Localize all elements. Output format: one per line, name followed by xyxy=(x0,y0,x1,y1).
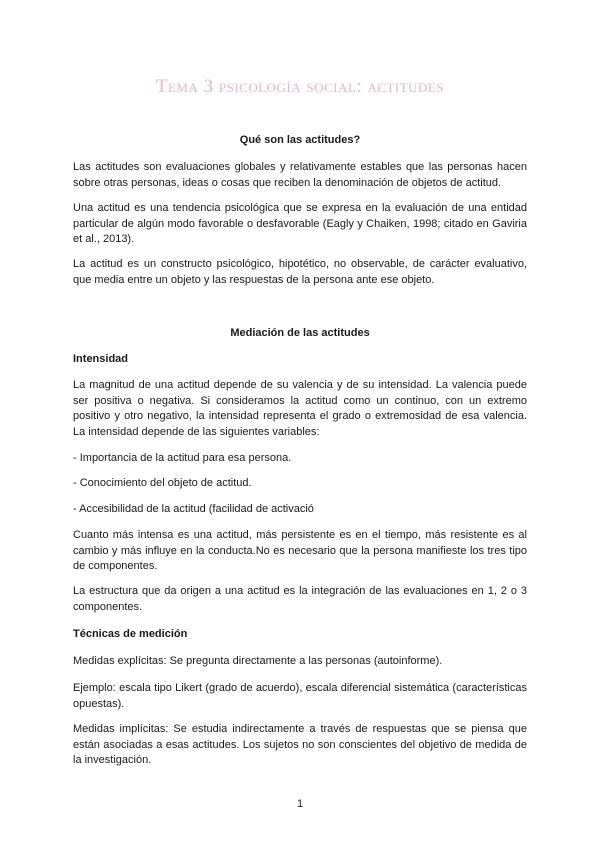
paragraph: Medidas explícitas: Se pregunta directamente a las personas (autoinforme). xyxy=(73,655,443,667)
paragraph: Las actitudes son evaluaciones globales y relativamente estables que las personas hacen sobre otras personas, ideas o cosas que reciben la denominación de objetos de actitud. xyxy=(73,161,527,189)
list-item: - Conocimiento del objeto de actitud. xyxy=(73,477,252,489)
section-heading-que-son: Qué son las actitudes? xyxy=(239,134,361,146)
subheading-tecnicas: Técnicas de medición xyxy=(73,628,188,640)
list-item: - Accesibilidad de la actitud (facilidad de activació xyxy=(73,503,314,515)
paragraph: Medidas implícitas: Se estudia indirectamente a través de respuestas que se piensa que están asociadas a esas actitudes. Los sujetos no son conscientes del objetivo de medida de la investigación. xyxy=(73,723,527,766)
section-heading-mediacion: Mediación de las actitudes xyxy=(230,327,370,339)
page-number: 1 xyxy=(296,798,304,810)
paragraph: La estructura que da origen a una actitud es la integración de las evaluaciones en 1, 2 o 3 componentes. xyxy=(73,585,527,613)
paragraph: Una actitud es una tendencia psicológica que se expresa en la evaluación de una entidad particular de algún modo favorable o desfavorable (Eagly y Chaiken, 1998; citado en Gaviria et al., 2013). xyxy=(73,202,527,245)
subheading-intensidad: Intensidad xyxy=(73,353,129,365)
paragraph: Ejemplo: escala tipo Likert (grado de acuerdo), escala diferencial sistemática (características opuestas). xyxy=(73,682,527,710)
paragraph: La actitud es un constructo psicológico, hipotético, no observable, de carácter evaluativo, que media entre un objeto y las respuestas de la persona ante ese objeto. xyxy=(73,258,527,286)
paragraph: La magnitud de una actitud depende de su valencia y de su intensidad. La valencia puede ser positiva o negativa. Si consideramos la actitud como un continuo, con un extremo positivo y otro negativo, la intensidad representa el grado o extremosidad de esa valencia. La intensidad depende de las siguientes variables: xyxy=(73,379,527,438)
paragraph: Cuanto más intensa es una actitud, más persistente es en el tiempo, más resistente es al cambio y más influye en la conducta.No es necesario que la persona manifieste los tres tipo de componentes. xyxy=(73,529,527,572)
list-item: - Importancia de la actitud para esa persona. xyxy=(73,452,292,464)
page-title: Tema 3 psicología social: actitudes xyxy=(155,76,445,97)
